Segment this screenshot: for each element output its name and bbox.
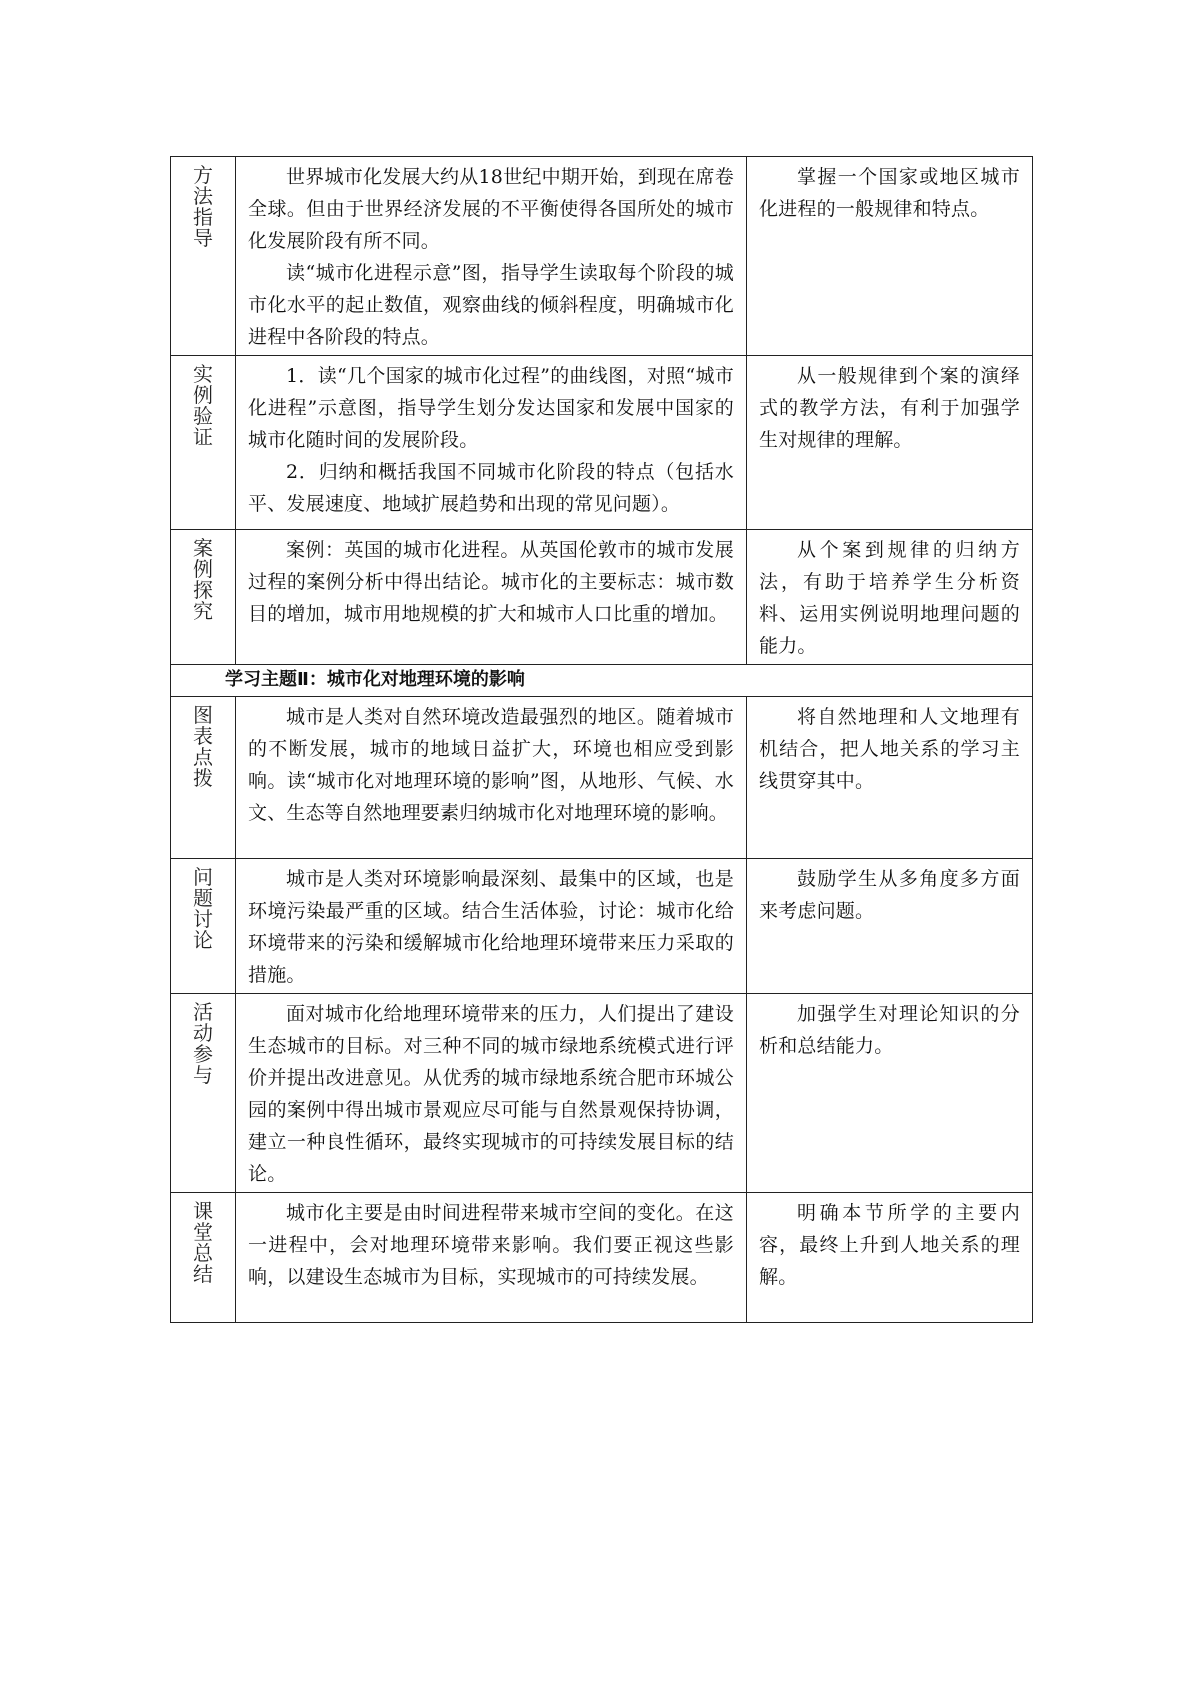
note-cell [747,859,1033,994]
section-theme-heading: 学习主题Ⅱ：城市化对地理环境的影响 [171,665,1033,697]
table-row [171,1193,1033,1323]
row-label-cell [171,530,236,665]
row-label-cell [171,994,236,1193]
table-row [171,157,1033,356]
content-cell [236,356,747,530]
content-cell [236,697,747,859]
content-paragraph: 读“城市化进程示意”图，指导学生读取每个阶段的城市化水平的起止数值，观察曲线的倾斜程度，明确城市化进程中各阶段的特点。 [248,262,734,348]
table-row [171,356,1033,530]
table-row [171,530,1033,665]
row-label: 问题讨论 [193,865,213,952]
note-cell [747,697,1033,859]
content-paragraph: 案例：英国的城市化进程。从英国伦敦市的城市发展过程的案例分析中得出结论。城市化的主要标志：城市数目的增加，城市用地规模的扩大和城市人口比重的增加。 [248,539,734,625]
design-note: 从个案到规律的归纳方法，有助于培养学生分析资料、运用实例说明地理问题的能力。 [759,539,1020,657]
note-cell [747,157,1033,356]
note-cell [747,530,1033,665]
content-paragraph: 城市是人类对环境影响最深刻、最集中的区域，也是环境污染最严重的区域。结合生活体验，讨论：城市化给环境带来的污染和缓解城市化给地理环境带来压力采取的措施。 [248,868,734,986]
row-label: 案例探究 [193,536,213,623]
row-label: 课堂总结 [193,1199,213,1286]
note-cell [747,994,1033,1193]
design-note: 将自然地理和人文地理有机结合，把人地关系的学习主线贯穿其中。 [759,706,1020,792]
row-label: 方法指导 [193,163,213,250]
content-cell [236,530,747,665]
content-paragraph: 城市是人类对自然环境改造最强烈的地区。随着城市的不断发展，城市的地域日益扩大，环境也相应受到影响。读“城市化对地理环境的影响”图，从地形、气候、水文、生态等自然地理要素归纳城市化对地理环境的影响。 [248,706,734,824]
row-label-cell [171,697,236,859]
design-note: 鼓励学生从多角度多方面来考虑问题。 [759,868,1020,922]
table-row [171,697,1033,859]
row-label-cell [171,356,236,530]
row-label-cell [171,859,236,994]
theme-row [171,665,1033,697]
note-cell [747,356,1033,530]
lesson-plan-table [170,156,1033,1323]
row-label: 图表点拨 [193,703,213,790]
design-note: 掌握一个国家或地区城市化进程的一般规律和特点。 [759,166,1020,220]
row-label: 实例验证 [193,362,213,449]
content-cell [236,157,747,356]
content-paragraph: 面对城市化给地理环境带来的压力，人们提出了建设生态城市的目标。对三种不同的城市绿地系统模式进行评价并提出改进意见。从优秀的城市绿地系统合肥市环城公园的案例中得出城市景观应尽可能与自然景观保持协调，建立一种良性循环，最终实现城市的可持续发展目标的结论。 [248,1003,734,1185]
note-cell [747,1193,1033,1323]
table-row [171,859,1033,994]
row-label-cell [171,157,236,356]
design-note: 从一般规律到个案的演绎式的教学方法，有利于加强学生对规律的理解。 [759,365,1020,451]
content-paragraph: 2．归纳和概括我国不同城市化阶段的特点（包括水平、发展速度、地域扩展趋势和出现的常见问题）。 [248,461,734,515]
content-cell [236,994,747,1193]
design-note: 加强学生对理论知识的分析和总结能力。 [759,1003,1020,1057]
row-label: 活动参与 [193,1000,213,1087]
row-label-cell [171,1193,236,1323]
content-cell [236,859,747,994]
design-note: 明确本节所学的主要内容，最终上升到人地关系的理解。 [759,1202,1020,1288]
content-paragraph: 城市化主要是由时间进程带来城市空间的变化。在这一进程中，会对地理环境带来影响。我们要正视这些影响，以建设生态城市为目标，实现城市的可持续发展。 [248,1202,734,1288]
table-row [171,994,1033,1193]
content-cell [236,1193,747,1323]
content-paragraph: 世界城市化发展大约从18世纪中期开始，到现在席卷全球。但由于世界经济发展的不平衡使得各国所处的城市化发展阶段有所不同。 [248,166,734,252]
content-paragraph: 1．读“几个国家的城市化过程”的曲线图，对照“城市化进程”示意图，指导学生划分发达国家和发展中国家的城市化随时间的发展阶段。 [248,365,734,451]
